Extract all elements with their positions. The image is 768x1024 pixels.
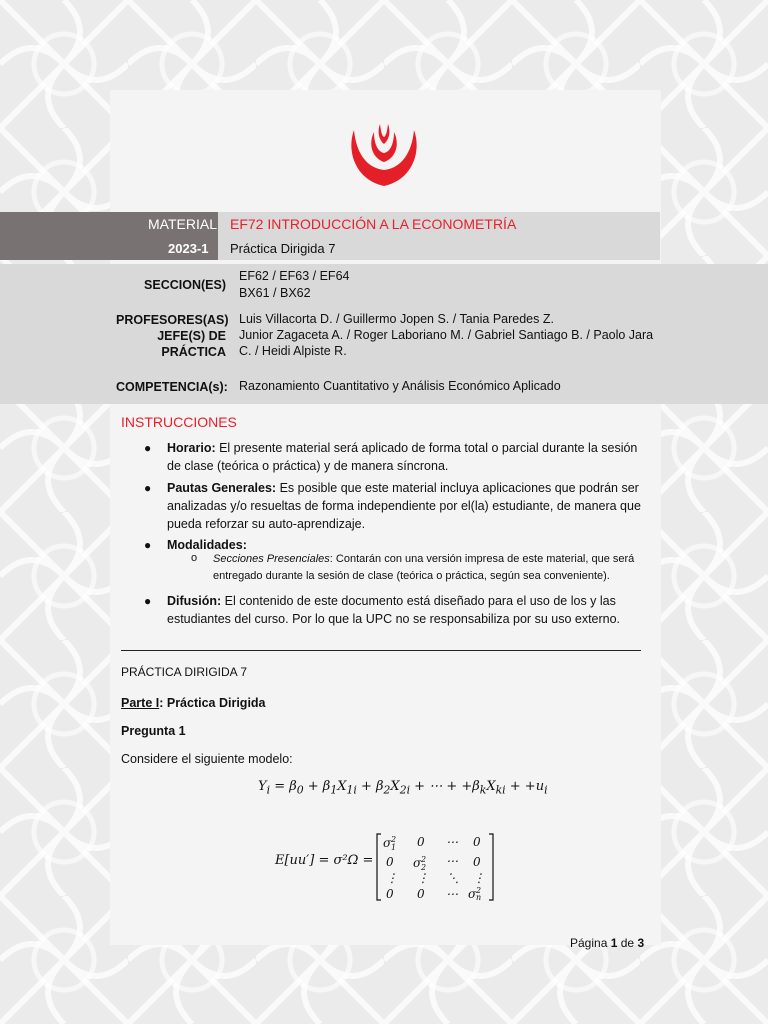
bullet-icon: ● bbox=[144, 538, 152, 552]
svg-text:⋯: ⋯ bbox=[446, 854, 458, 868]
svg-text:⋯: ⋯ bbox=[446, 835, 458, 849]
secciones-value-2: BX61 / BX62 bbox=[239, 286, 311, 300]
svg-text:0: 0 bbox=[417, 835, 425, 849]
circle-bullet-icon: o bbox=[191, 552, 198, 564]
model-intro: Considere el siguiente modelo: bbox=[121, 752, 293, 766]
svg-text:2: 2 bbox=[421, 855, 427, 864]
year-label: 2023-1 bbox=[168, 241, 209, 256]
practice-title: PRÁCTICA DIRIGIDA 7 bbox=[121, 665, 248, 679]
svg-text:0: 0 bbox=[473, 835, 481, 849]
presenciales-label: Secciones Presenciales bbox=[213, 553, 330, 565]
material-label: MATERIAL bbox=[148, 216, 217, 232]
competencia-label: COMPETENCIA(s): bbox=[116, 380, 228, 394]
list-item-presenciales bbox=[191, 551, 643, 585]
difusion-label: Difusión: bbox=[167, 594, 222, 608]
total-pages: 3 bbox=[637, 936, 645, 950]
svg-text:σ: σ bbox=[413, 856, 422, 870]
svg-text:⋱: ⋱ bbox=[447, 871, 459, 885]
svg-text:σ: σ bbox=[468, 887, 477, 901]
difusion-text: El contenido de este documento está diseñado para el uso de los y las estudiantes del curso. Por lo que la UPC no se responsabiliza por su uso externo. bbox=[167, 594, 621, 626]
part-title: : Práctica Dirigida bbox=[159, 696, 266, 710]
profesores-label: PROFESORES(AS) bbox=[116, 313, 229, 327]
svg-text:2: 2 bbox=[476, 886, 482, 895]
jefes-label-1: JEFE(S) DE bbox=[157, 329, 226, 343]
instructions-heading: INSTRUCCIONES bbox=[121, 414, 237, 430]
svg-text:⋮: ⋮ bbox=[417, 871, 429, 885]
question-heading: Pregunta 1 bbox=[121, 724, 186, 738]
bullet-icon: ● bbox=[144, 481, 152, 495]
list-item-horario bbox=[144, 439, 647, 475]
secciones-value-1: EF62 / EF63 / EF64 bbox=[239, 269, 350, 283]
model-equation: $Y_i = \beta_0 + \beta_1X_{1i} + \beta_2X_{2i}$ + ⋯ + $+\beta_kX_{ki} + +u_i$ bbox=[258, 779, 548, 797]
horario-text: El presente material será aplicado de forma total o parcial durante la sesión de clase (teórica o práctica) y de manera síncrona. bbox=[167, 441, 638, 473]
secciones-label: SECCION(ES) bbox=[144, 278, 226, 292]
page-number bbox=[570, 936, 644, 950]
covariance-matrix bbox=[376, 832, 494, 902]
horario-label: Horario: bbox=[167, 441, 216, 455]
modalidades-label: Modalidades: bbox=[167, 538, 247, 552]
document-subtitle: Práctica Dirigida 7 bbox=[230, 241, 336, 256]
pautas-text: Es posible que este material incluya aplicaciones que podrán ser analizadas y/o resueltas de forma independiente por el(la) estudiante, de manera que pueda reforzar su auto-aprendizaje. bbox=[167, 481, 641, 531]
page-word: Página bbox=[570, 936, 608, 950]
svg-text:n: n bbox=[476, 893, 482, 902]
competencia-value: Razonamiento Cuantitativo y Análisis Económico Aplicado bbox=[239, 379, 561, 393]
svg-text:2: 2 bbox=[391, 835, 397, 844]
svg-text:1: 1 bbox=[391, 843, 397, 852]
presenciales-text: : Contarán con una versión impresa de este material, que será entregado durante la sesión de clase (teórica o práctica, según sea conveniente). bbox=[213, 553, 635, 582]
course-title: EF72 INTRODUCCIÓN A LA ECONOMETRÍA bbox=[230, 216, 517, 232]
section-divider bbox=[121, 650, 641, 651]
jefes-label-2: PRÁCTICA bbox=[161, 345, 226, 359]
svg-text:0: 0 bbox=[473, 855, 481, 869]
bullet-icon: ● bbox=[144, 594, 152, 608]
list-item-pautas bbox=[144, 479, 647, 533]
list-item-difusion bbox=[144, 592, 647, 628]
pautas-label: Pautas Generales: bbox=[167, 481, 277, 495]
svg-text:0: 0 bbox=[386, 855, 394, 869]
covariance-equation-lhs: E[uu′] = σ²Ω = bbox=[275, 853, 374, 868]
current-page: 1 bbox=[610, 936, 618, 950]
part-label: Parte I bbox=[121, 696, 160, 710]
bullet-icon: ● bbox=[144, 441, 152, 455]
svg-text:0: 0 bbox=[386, 887, 394, 901]
upc-logo-icon bbox=[346, 122, 422, 188]
svg-text:⋯: ⋯ bbox=[446, 887, 458, 901]
svg-text:σ: σ bbox=[383, 836, 392, 850]
svg-text:2: 2 bbox=[421, 863, 427, 872]
of-word: de bbox=[620, 936, 635, 950]
svg-text:⋮: ⋮ bbox=[473, 871, 485, 885]
part-heading bbox=[121, 696, 266, 710]
svg-text:⋮: ⋮ bbox=[386, 871, 398, 885]
jefes-value-1: Junior Zagaceta A. / Roger Laboriano M. / Gabriel Santiago B. / Paolo Jara bbox=[239, 328, 654, 342]
profesores-value: Luis Villacorta D. / Guillermo Jopen S. / Tania Paredes Z. bbox=[239, 312, 554, 326]
jefes-value-2: C. / Heidi Alpiste R. bbox=[239, 344, 347, 358]
svg-text:0: 0 bbox=[417, 887, 425, 901]
